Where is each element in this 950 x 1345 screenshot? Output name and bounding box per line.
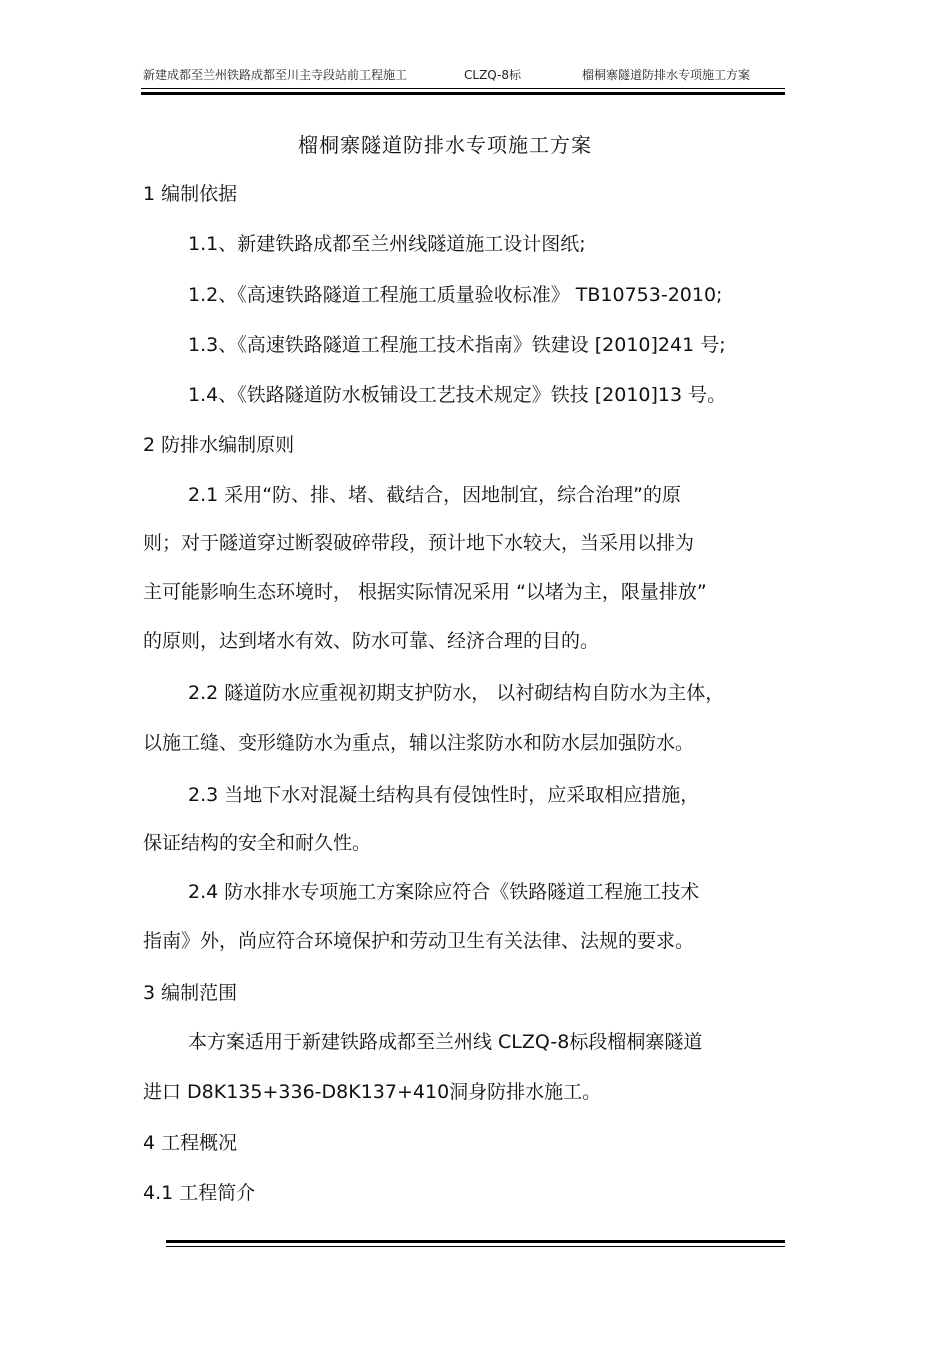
subsection-heading-4-1: 4.1 工程简介 [143,1182,256,1204]
scope-line-1: 本方案适用于新建铁路成都至兰州线 CLZQ-8标段榴桐寨隧道 [188,1031,703,1053]
footer-rule-thick [166,1240,785,1243]
basis-item-1-4: 1.4、《铁路隧道防水板铺设工艺技术规定》铁技 [2010]13 号。 [188,384,727,406]
principle-2-2-line-1: 2.2 隧道防水应重视初期支护防水， 以衬砌结构自防水为主体， [188,682,725,704]
header-rule-thick [141,92,785,95]
header-rule-thin [141,88,785,89]
section-heading-4: 4 工程概况 [143,1132,238,1154]
principle-2-4-line-2: 指南》外，尚应符合环境保护和劳动卫生有关法律、法规的要求。 [143,930,695,952]
header-section-code: CLZQ-8标 [464,68,522,82]
header-document-name: 榴桐寨隧道防排水专项施工方案 [582,68,751,82]
header-project-name: 新建成都至兰州铁路成都至川主寺段站前工程施工 [143,68,408,82]
principle-2-2-line-2: 以施工缝、变形缝防水为重点，辅以注浆防水和防水层加强防水。 [143,732,695,754]
section-heading-3: 3 编制范围 [143,982,238,1004]
principle-2-4-line-1: 2.4 防水排水专项施工方案除应符合《铁路隧道工程施工技术 [188,881,700,903]
section-heading-2: 2 防排水编制原则 [143,434,295,456]
basis-item-1-2: 1.2、《高速铁路隧道工程施工质量验收标准》 TB10753-2010; [188,284,723,306]
scope-line-2: 进口 D8K135+336-D8K137+410洞身防排水施工。 [143,1081,602,1103]
principle-2-3-line-1: 2.3 当地下水对混凝土结构具有侵蚀性时，应采取相应措施， [188,784,700,806]
basis-item-1-3: 1.3、《高速铁路隧道工程施工技术指南》铁建设 [2010]241 号; [188,334,726,356]
basis-item-1-1: 1.1、新建铁路成都至兰州线隧道施工设计图纸; [188,233,586,255]
document-title: 榴桐寨隧道防排水专项施工方案 [298,133,592,157]
section-heading-1: 1 编制依据 [143,183,238,205]
principle-2-1-line-1: 2.1 采用“防、排、堵、截结合，因地制宜，综合治理”的原 [188,484,681,506]
principle-2-1-line-2: 则；对于隧道穿过断裂破碎带段，预计地下水较大，当采用以排为 [143,532,695,554]
footer-rule-thin [166,1246,785,1247]
principle-2-1-line-4: 的原则，达到堵水有效、防水可靠、经济合理的目的。 [143,630,600,652]
principle-2-1-line-3: 主可能影响生态环境时， 根据实际情况采用 “以堵为主，限量排放” [143,581,707,603]
principle-2-3-line-2: 保证结构的安全和耐久性。 [143,832,372,854]
